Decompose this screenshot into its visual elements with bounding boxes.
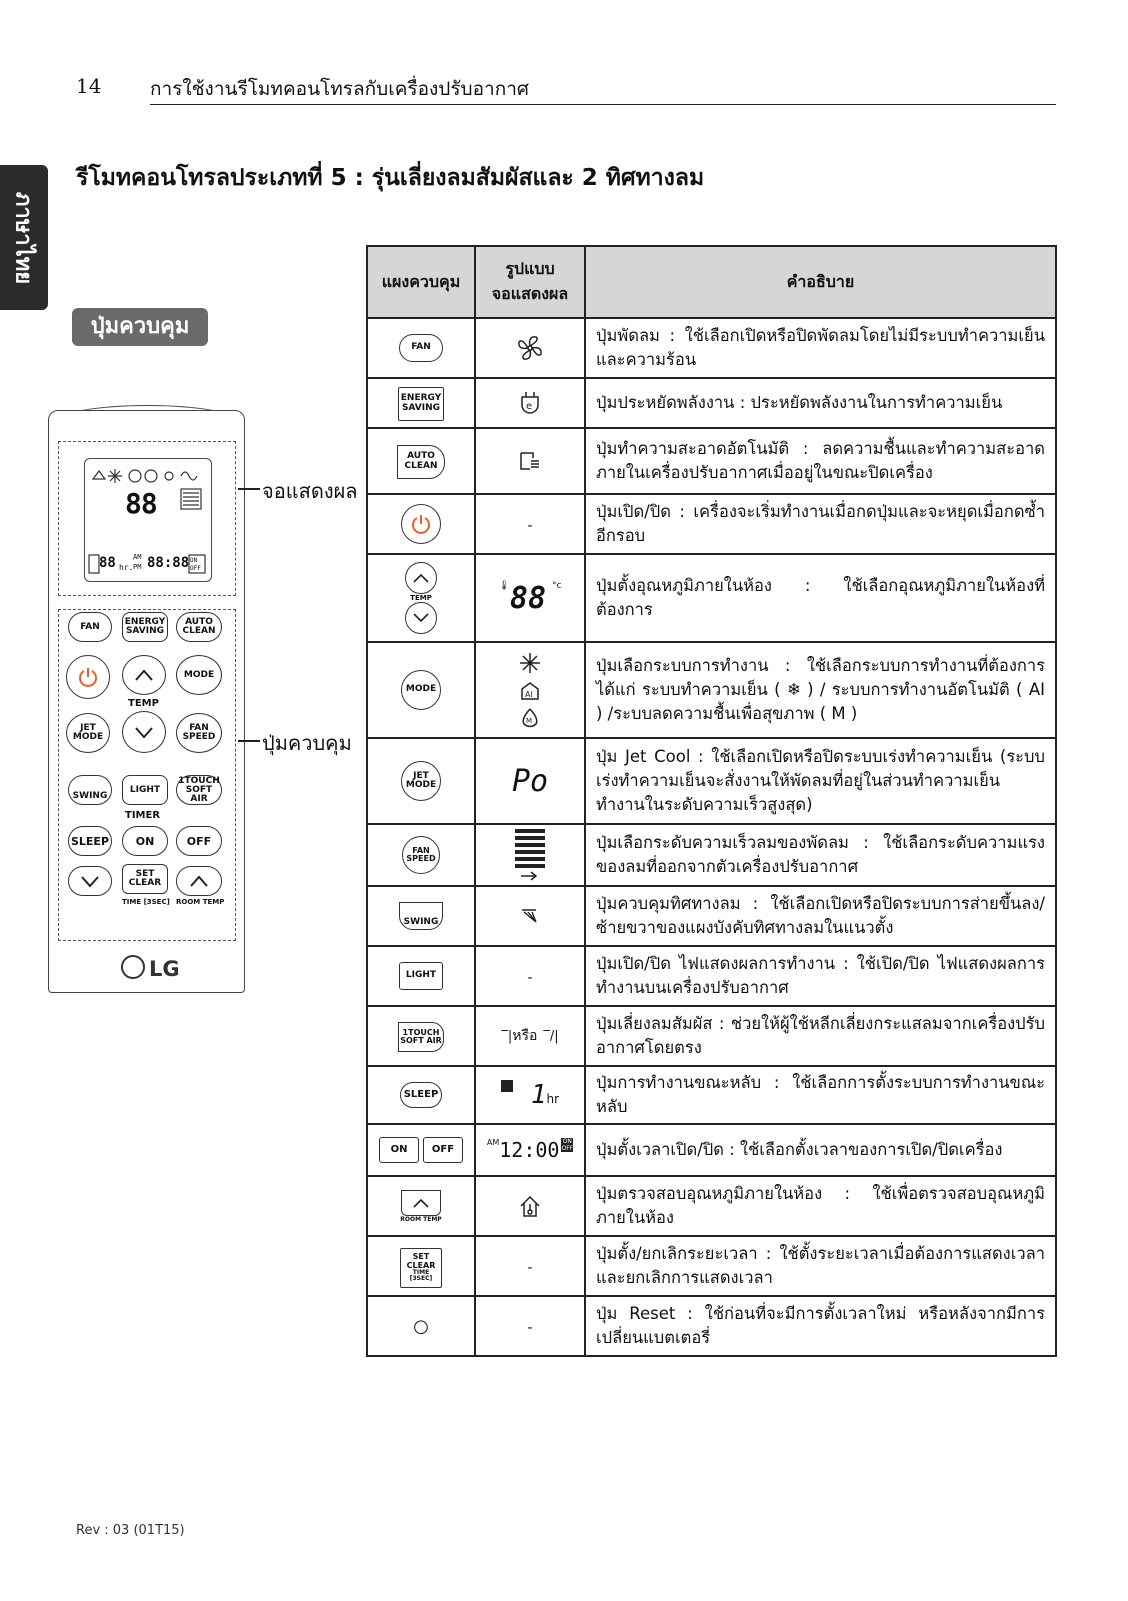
lcd-hours-digits: 88 bbox=[99, 555, 116, 571]
soft-air-button bbox=[398, 1022, 444, 1052]
timer-on-button: ON bbox=[379, 1137, 419, 1163]
table-row bbox=[367, 428, 1056, 494]
table-row bbox=[367, 886, 1056, 946]
display-cell bbox=[475, 1006, 585, 1066]
display-cell bbox=[475, 886, 585, 946]
sleep-button: SLEEP bbox=[400, 1082, 442, 1108]
room-temp-label: ROOM TEMP bbox=[400, 1215, 442, 1223]
temp-unit: °c bbox=[552, 580, 562, 591]
chevron-down-icon bbox=[80, 874, 100, 888]
soft-air-right-icon: ‾/| bbox=[543, 1029, 559, 1044]
lg-logo bbox=[121, 955, 180, 981]
remote-fan-speed-button[interactable] bbox=[176, 713, 222, 753]
control-cell bbox=[367, 1236, 475, 1296]
fan-speed-bars-icon bbox=[181, 489, 201, 509]
remote-set-clear-button[interactable] bbox=[122, 864, 168, 894]
display-cell bbox=[475, 554, 585, 642]
sleep-star-icon bbox=[501, 1080, 513, 1092]
description-cell: ปุ่มเลือกระดับความเร็วลมของพัดลม : ใช้เลือกระดับความแรงของลมที่ออกจากตัวเครื่องปรับอากาศ bbox=[585, 824, 1056, 886]
table-row bbox=[367, 1006, 1056, 1066]
callout-buttons-label: ปุ่มควบคุม bbox=[262, 731, 352, 755]
soft-air-or: หรือ bbox=[512, 1028, 538, 1044]
lcd-display bbox=[84, 458, 212, 582]
page-number: 14 bbox=[76, 74, 102, 98]
sleep-unit: hr bbox=[546, 1092, 560, 1106]
description-cell: ปุ่มตรวจสอบอุณหภูมิภายในห้อง : ใช้เพื่อตรวจสอบอุณหภูมิภายในห้อง bbox=[585, 1176, 1056, 1236]
thermometer-icon: 🌡 bbox=[498, 580, 510, 591]
table-row bbox=[367, 642, 1056, 738]
lcd-hr-label: hr. bbox=[119, 563, 134, 572]
control-cell bbox=[367, 1124, 475, 1176]
fan-speed-button bbox=[402, 836, 440, 874]
sun-icon bbox=[165, 472, 173, 480]
control-cell bbox=[367, 1006, 475, 1066]
svg-text:e: e bbox=[526, 401, 533, 412]
btn-text: CLEAN bbox=[404, 460, 438, 471]
display-cell bbox=[475, 318, 585, 378]
remote-on-button[interactable]: ON bbox=[122, 826, 168, 856]
auto-label-2: CLEAN bbox=[182, 626, 216, 636]
jet-display-text: Po bbox=[511, 763, 549, 799]
header-title: การใช้งานรีโมทคอนโทรลกับเครื่องปรับอากาศ bbox=[150, 78, 529, 100]
timer-clock: 12:00 bbox=[499, 1138, 560, 1162]
ai-mode-icon bbox=[129, 470, 141, 482]
btn-text: 1TOUCH bbox=[402, 1027, 440, 1037]
description-cell: ปุ่มตั้งอุณหภูมิภายในห้อง : ใช้เลือกอุณหภูมิภายในห้องที่ต้องการ bbox=[585, 554, 1056, 642]
btn-text: MODE bbox=[405, 780, 437, 790]
table-row bbox=[367, 824, 1056, 886]
power-icon bbox=[410, 513, 432, 535]
table-row bbox=[367, 494, 1056, 554]
control-cell bbox=[367, 738, 475, 824]
lg-logo-text: LG bbox=[149, 957, 180, 981]
description-cell: ปุ่มประหยัดพลังงาน : ประหยัดพลังงานในการทำความเย็น bbox=[585, 378, 1056, 428]
callout-line-buttons bbox=[238, 740, 260, 742]
temp-down-button bbox=[405, 602, 437, 634]
chevron-down-icon bbox=[134, 725, 154, 739]
timer-am: AM bbox=[486, 1138, 500, 1147]
table-row bbox=[367, 318, 1056, 378]
btn-text: SPEED bbox=[406, 854, 436, 863]
control-cell bbox=[367, 494, 475, 554]
language-tab-label: ภาษาไทย bbox=[10, 191, 36, 284]
snowflake-icon bbox=[520, 653, 540, 673]
energy-saving-button bbox=[398, 387, 444, 421]
description-cell: ปุ่มพัดลม : ใช้เลือกเปิดหรือปิดพัดลมโดยไม่มีระบบทำความเย็นและความร้อน bbox=[585, 318, 1056, 378]
remote-room-temp-label: ROOM TEMP bbox=[176, 898, 225, 906]
control-cell bbox=[367, 642, 475, 738]
remote-temp-down-button[interactable] bbox=[122, 711, 166, 753]
btn-text: CLEAR bbox=[406, 1260, 436, 1270]
timer-off-button: OFF bbox=[423, 1137, 463, 1163]
display-cell bbox=[475, 428, 585, 494]
control-cell bbox=[367, 886, 475, 946]
display-cell bbox=[475, 1296, 585, 1356]
control-cell bbox=[367, 378, 475, 428]
description-cell: ปุ่ม Reset : ใช้ก่อนที่จะมีการตั้งเวลาใหม่ หรือหลังจากมีการเปลี่ยนแบตเตอรี่ bbox=[585, 1296, 1056, 1356]
remote-mode-button[interactable]: MODE bbox=[176, 655, 222, 695]
display-cell bbox=[475, 824, 585, 886]
btn-text: AUTO bbox=[407, 451, 435, 462]
touch-label-2: SOFT AIR bbox=[185, 784, 213, 804]
timer-on-text: ON bbox=[562, 1138, 572, 1145]
svg-text:M: M bbox=[526, 717, 533, 725]
display-dash: - bbox=[527, 1319, 533, 1336]
table-row bbox=[367, 1296, 1056, 1356]
clear-label: CLEAR bbox=[128, 878, 162, 888]
lcd-am-label: AM bbox=[133, 553, 142, 561]
remote-swing-button[interactable]: SWING bbox=[68, 775, 112, 805]
display-cell bbox=[475, 494, 585, 554]
snowflake-icon bbox=[108, 469, 122, 483]
lcd-on-label: ON bbox=[190, 557, 198, 564]
btn-text: TIME [3SEC] bbox=[409, 1268, 433, 1283]
remote-time-3sec-label: TIME [3SEC] bbox=[122, 898, 170, 906]
display-dash: - bbox=[527, 1259, 533, 1276]
remote-timer-label: TIMER bbox=[125, 810, 161, 821]
description-cell: ปุ่มการทำงานขณะหลับ : ใช้เลือกการตั้งระบบการทำงานขณะหลับ bbox=[585, 1066, 1056, 1124]
description-cell: ปุ่มเปิด/ปิด ไฟแสดงผลการทำงาน : ใช้เปิด/ปิด ไฟแสดงผลการทำงานบนเครื่องปรับอากาศ bbox=[585, 946, 1056, 1006]
callout-line-display bbox=[238, 488, 260, 490]
description-cell: ปุ่ม Jet Cool : ใช้เลือกเปิดหรือปิดระบบเร่งทำความเย็น (ระบบเร่งทำความเย็นจะสั่งงานให้พัดลมที่อยู่ในส่วนทำความเย็นทำงานในระดับความเร็วสูงสุด) bbox=[585, 738, 1056, 824]
description-cell: ปุ่มเปิด/ปิด : เครื่องจะเริ่มทำงานเมื่อกดปุ่มและจะหยุดเมื่อกดซ้ำอีกรอบ bbox=[585, 494, 1056, 554]
lcd-clock-digits: 88:88 bbox=[147, 555, 190, 571]
temp-label: TEMP bbox=[410, 594, 432, 602]
chevron-up-icon bbox=[134, 668, 154, 682]
remote-fan-button[interactable]: FAN bbox=[68, 612, 112, 642]
sleep-digit: 1 bbox=[530, 1080, 547, 1110]
jet-label-1: JET bbox=[80, 723, 96, 733]
dehumid-icon bbox=[523, 709, 537, 727]
table-row bbox=[367, 1176, 1056, 1236]
display-dash: - bbox=[527, 517, 533, 534]
header-rule bbox=[150, 104, 1056, 105]
btn-text: SOFT AIR bbox=[400, 1036, 442, 1046]
jet-label-2: MODE bbox=[72, 732, 104, 742]
language-tab bbox=[0, 165, 48, 310]
house-icon bbox=[93, 471, 105, 479]
footer-revision: Rev : 03 (01T15) bbox=[76, 1523, 185, 1538]
description-cell: ปุ่มตั้ง/ยกเลิกระยะเวลา : ใช้ตั้งระยะเวลาเมื่อต้องการแสดงเวลาและยกเลิกการแสดงเวลา bbox=[585, 1236, 1056, 1296]
room-temp-icon bbox=[519, 1194, 541, 1218]
lcd-temp-digits: 88 bbox=[125, 487, 157, 520]
remote-power-button[interactable] bbox=[66, 655, 110, 699]
set-clear-button bbox=[400, 1248, 442, 1288]
touch-label-1: 1TOUCH bbox=[178, 775, 220, 786]
table-header-row bbox=[367, 246, 1056, 318]
remote-temp-up-button[interactable] bbox=[122, 655, 166, 695]
lcd-off-label: OFF bbox=[190, 565, 201, 572]
temp-digits: 88 bbox=[509, 580, 547, 616]
control-cell bbox=[367, 1176, 475, 1236]
dehumid-icon bbox=[145, 470, 157, 482]
display-cell bbox=[475, 642, 585, 738]
power-icon bbox=[76, 665, 100, 689]
fan-button: FAN bbox=[399, 334, 443, 362]
chevron-up-icon bbox=[189, 874, 209, 888]
display-dash: - bbox=[527, 969, 533, 986]
remote-off-button[interactable]: OFF bbox=[176, 826, 222, 856]
display-cell bbox=[475, 946, 585, 1006]
table-row bbox=[367, 378, 1056, 428]
room-temp-button-group bbox=[400, 1190, 441, 1223]
subsection-badge: ปุ่มควบคุม bbox=[72, 308, 208, 346]
reset-button: ○ bbox=[413, 1315, 429, 1337]
timer-on-off-icon bbox=[561, 1138, 573, 1152]
temp-buttons bbox=[368, 562, 474, 634]
remote-auto-clean-button[interactable] bbox=[176, 612, 222, 642]
remote-room-temp-button[interactable] bbox=[176, 866, 222, 896]
auto-clean-icon bbox=[518, 450, 542, 472]
svg-text:AI: AI bbox=[525, 690, 533, 699]
button-description-table bbox=[366, 245, 1057, 1357]
control-cell bbox=[367, 428, 475, 494]
description-cell: ปุ่มควบคุมทิศทางลม : ใช้เลือกเปิดหรือปิดระบบการส่ายขึ้นลง/ซ้ายขวาของแผงบังคับทิศทางลมในแนวตั้ง bbox=[585, 886, 1056, 946]
display-cell bbox=[475, 1176, 585, 1236]
jet-mode-button bbox=[401, 761, 441, 801]
mode-button: MODE bbox=[401, 670, 441, 710]
power-button bbox=[401, 504, 441, 544]
remote-light-button[interactable]: LIGHT bbox=[122, 775, 168, 805]
remote-sleep-button[interactable]: SLEEP bbox=[68, 826, 112, 856]
remote-jet-mode-button[interactable] bbox=[66, 713, 110, 753]
table-row bbox=[367, 1066, 1056, 1124]
display-cell bbox=[475, 1236, 585, 1296]
header-display-1: รูปแบบ bbox=[505, 259, 555, 278]
swing-button: SWING bbox=[399, 902, 443, 930]
temp-up-button bbox=[405, 562, 437, 594]
table-row bbox=[367, 946, 1056, 1006]
fanspeed-label-1: FAN bbox=[189, 723, 209, 733]
callout-display-label: จอแสดงผล bbox=[262, 479, 358, 503]
btn-text: FAN bbox=[412, 845, 430, 855]
header-display-2: จอแสดงผล bbox=[491, 284, 569, 303]
btn-text: SET bbox=[412, 1252, 430, 1262]
timer-off-text: OFF bbox=[561, 1145, 574, 1152]
lg-logo-mark bbox=[121, 955, 145, 979]
fan-speed-bars-icon bbox=[513, 827, 547, 883]
description-cell: ปุ่มเลี่ยงลมสัมผัส : ช่วยให้ผู้ใช้หลีกเลี่ยงกระแสลมจากเครื่องปรับอากาศโดยตรง bbox=[585, 1006, 1056, 1066]
control-cell bbox=[367, 824, 475, 886]
light-button: LIGHT bbox=[399, 962, 443, 990]
fanspeed-label-2: SPEED bbox=[182, 732, 216, 742]
section-title: รีโมทคอนโทรลประเภทที่ 5 : รุ่นเลี่ยงลมสัมผัสและ 2 ทิศทางลม bbox=[76, 165, 705, 191]
table-row bbox=[367, 1124, 1056, 1176]
btn-text: JET bbox=[413, 770, 429, 781]
fan-icon bbox=[516, 334, 544, 362]
energy-saving-icon bbox=[519, 390, 541, 416]
auto-clean-button bbox=[397, 445, 445, 479]
fan-icon bbox=[181, 472, 197, 480]
swing-icon bbox=[520, 907, 540, 925]
ai-mode-icon bbox=[522, 683, 538, 699]
btn-text: SAVING bbox=[401, 402, 441, 413]
description-cell: ปุ่มเลือกระบบการทำงาน : ใช้เลือกระบบการทำงานที่ต้องการ ได้แก่ ระบบทำความเย็น ( ❄ ) / ระบบการทำงานอัตโนมัติ ( AI ) /ระบบลดความชื้นเพื่อสุขภาพ ( M ) bbox=[585, 642, 1056, 738]
control-cell bbox=[367, 554, 475, 642]
description-cell: ปุ่มทำความสะอาดอัตโนมัติ : ลดความชื้นและทำความสะอาดภายในเครื่องปรับอากาศเมื่ออยู่ในขณะปิดเครื่อง bbox=[585, 428, 1056, 494]
sleep-icon bbox=[89, 555, 99, 573]
table-row bbox=[367, 554, 1056, 642]
control-cell bbox=[367, 318, 475, 378]
lcd-pm-label: PM bbox=[133, 563, 142, 571]
energy-label-2: SAVING bbox=[125, 626, 165, 636]
description-cell: ปุ่มตั้งเวลาเปิด/ปิด : ใช้เลือกตั้งเวลาของการเปิด/ปิดเครื่อง bbox=[585, 1124, 1056, 1176]
table-row bbox=[367, 1236, 1056, 1296]
soft-air-left-icon: ‾| bbox=[501, 1029, 513, 1044]
remote-soft-air-button[interactable] bbox=[176, 775, 222, 805]
display-cell bbox=[475, 738, 585, 824]
control-cell bbox=[367, 946, 475, 1006]
remote-temp-label: TEMP bbox=[128, 698, 159, 709]
header-control: แผงควบคุม bbox=[367, 246, 475, 318]
auto-label-1: AUTO bbox=[185, 617, 213, 627]
table-row bbox=[367, 738, 1056, 824]
set-label: SET bbox=[135, 869, 155, 879]
chevron-up-icon bbox=[413, 1198, 429, 1208]
btn-text: ENERGY bbox=[400, 393, 442, 404]
control-cell bbox=[367, 1066, 475, 1124]
header-description: คำอธิบาย bbox=[585, 246, 1056, 318]
header-display bbox=[475, 246, 585, 318]
display-cell bbox=[475, 1124, 585, 1176]
energy-label-1: ENERGY bbox=[124, 617, 166, 627]
control-cell bbox=[367, 1296, 475, 1356]
room-temp-button bbox=[401, 1190, 441, 1216]
mode-icons bbox=[517, 651, 543, 729]
chevron-down-icon bbox=[413, 613, 429, 623]
remote-time-down-button[interactable] bbox=[68, 866, 112, 896]
display-cell bbox=[475, 378, 585, 428]
display-cell bbox=[475, 1066, 585, 1124]
chevron-up-icon bbox=[413, 573, 429, 583]
remote-energy-saving-button[interactable] bbox=[122, 612, 168, 642]
